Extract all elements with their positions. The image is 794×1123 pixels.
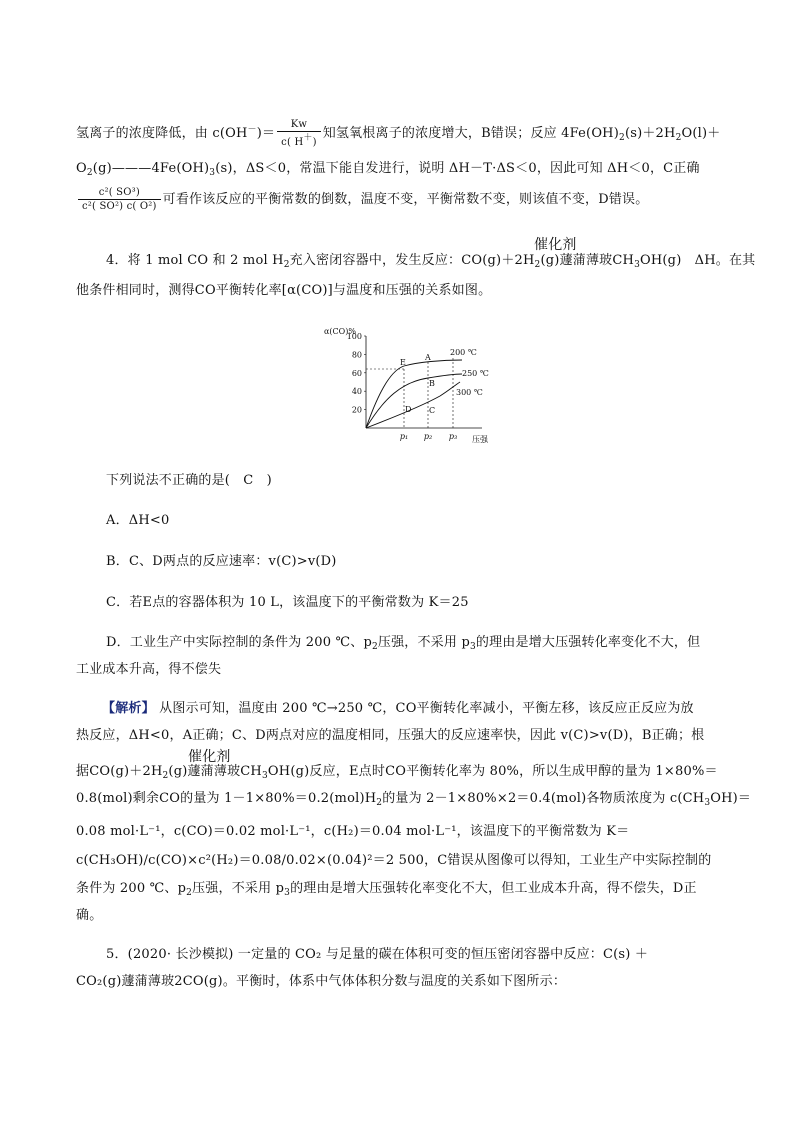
analysis-tag: 【解析】 [102,701,155,716]
point-a: A [425,353,431,362]
solution-line-3: $\frac{\text{c²( SO³)}}{\text{c²( SO²) c( O²)}}$ 可看作该反应的平衡常数的倒数，温度不变，平衡常数不变，则该值不变，D错误。 [76,186,648,213]
question-stem: 下列说法不正确的是( C ) [106,473,272,488]
analysis-line-1: 【解析】 从图示可知，温度由 200 ℃→250 ℃，CO平衡转化率减小，平衡左移，该反应正反应为放 [102,701,694,716]
solution-line-2: $O_2(g)———4Fe(OH)_3(s)$，ΔS＜0，常温下能自发进行，说明 ΔH－T·ΔS＜0，因此可知 ΔH＜0，C正确 [76,161,700,178]
catalyst-label-analysis: 催化剂 [188,749,231,765]
point-e: E [400,358,406,367]
question-4-line-2: 他条件相同时，测得CO平衡转化率[α(CO)]与温度和压强的关系如图。 [76,283,492,298]
x-tick-label: p₂ [423,432,433,441]
option-d-line-2: 工业成本升高，得不偿失 [76,662,222,677]
y-tick-label: 40 [351,387,362,397]
fraction-kw: $\frac{Kw}{c( H+)}$ [277,118,321,149]
analysis-line-2: 热反应，ΔH<0，A正确；C、D两点对应的温度相同，压强大的反应速率快，因此 v(C)>v(D)，B正确；根 [76,728,705,743]
point-b: B [429,379,435,388]
analysis-line-4: 0.8(mol)剩余CO的量为 $1-1\times 80\%=0.2(mol)H_2$的量为 2－1×80%×2＝0.4(mol)各物质浓度为 $c(CH_3OH)=$ [76,791,752,808]
point-c: C [429,406,436,415]
analysis-line-7: 条件为 200 ℃、$p_2$压强，不采用 $p_3$的理由是增大压强转化率变化不大，但工业成本升高，得不偿失，D正 [76,881,697,898]
option-c: C．若E点的容器体积为 10 L，该温度下的平衡常数为 K＝25 [106,595,469,610]
option-d-line-1: D．工业生产中实际控制的条件为 200 ℃、$p_2$压强，不采用 $p_3$的理由是增大压强转化率变化不大，但 [106,635,701,652]
series-label-300: 300 ℃ [456,388,483,397]
analysis-line-5: 0.08 mol·L⁻¹，c(CO)＝0.02 mol·L⁻¹，c(H₂)＝0.04 mol·L⁻¹，该温度下的平衡常数为 K＝ [76,824,630,839]
y-tick-label: 60 [351,368,362,378]
solution-line-1: 氢离子的浓度降低，由 c(OH－)＝ $\frac{Kw}{c( H+)}$ 知氢氧根离子的浓度增大，B错误；反应 $4Fe(OH)_2(s)+2H_2O(l)+$ [76,119,721,148]
fraction-so3: $\frac{\text{c²( SO³)}}{\text{c²( SO²) c( O²)}}$ [78,186,161,213]
y-tick-label: 80 [351,350,362,360]
analysis-line-8: 确。 [76,908,103,923]
analysis-line-6: c(CH₃OH)/c(CO)×c²(H₂)＝0.08/0.02×(0.04)²＝2 500，C错误从图像可以得知，工业生产中实际控制的 [76,853,712,868]
series-label-200: 200 ℃ [450,348,477,357]
option-a: A．ΔH<0 [106,513,170,528]
y-tick-label: 100 [346,332,362,341]
question-4-line-1: 4．将 1 mol CO 和 2 mol $H_2$充入密闭容器中，发生反应：$CO(g)+2H_2(g)$蘧蒲薄玻$CH_3OH(g)$ ΔH。在其 [106,253,756,270]
curve-200c [366,360,462,428]
x-axis-label: 压强 [472,435,488,444]
question-5-line-1: 5．(2020· 长沙模拟) 一定量的 CO₂ 与足量的碳在体积可变的恒压密闭容器中反应：C(s) ＋ [106,947,649,962]
co-conversion-chart [322,318,522,448]
y-axis-label: α(CO)% [324,327,356,336]
catalyst-label-q4: 催化剂 [534,237,577,253]
question-5-line-2: CO₂(g)蘧蒲薄玻2CO(g)。平衡时，体系中气体体积分数与温度的关系如下图所示： [76,974,567,989]
curve-300c [366,382,460,428]
option-b: B．C、D两点的反应速率：v(C)>v(D) [106,554,337,569]
x-tick-label: p₁ [399,432,409,441]
point-d: D [405,405,412,414]
y-tick-label: 20 [351,405,362,415]
analysis-line-3: 据$CO(g)+2H_2(g)$蘧蒲薄玻$CH_3OH(g)$反应，E点时CO平衡转化率为 80%，所以生成甲醇的量为 1×80%＝ [76,764,718,781]
series-label-250: 250 ℃ [462,369,489,378]
curve-250c [366,374,462,428]
x-tick-label: p₃ [448,432,458,441]
